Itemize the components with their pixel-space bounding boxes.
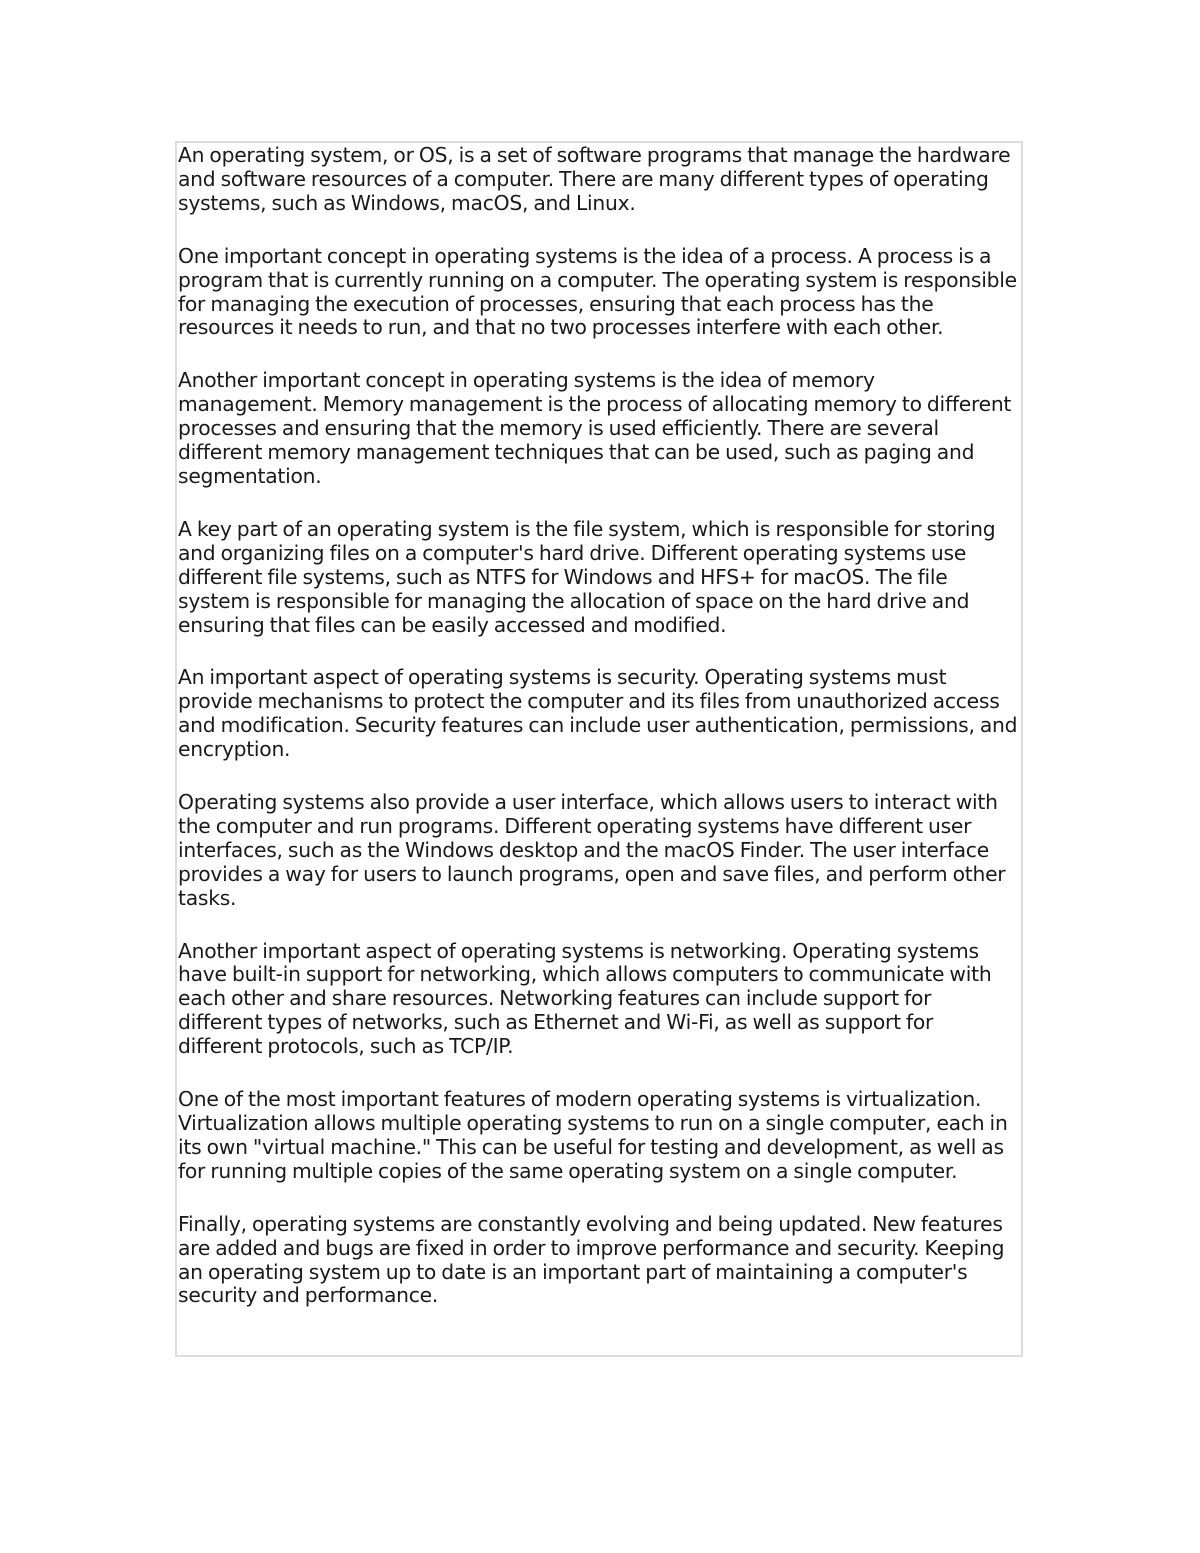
paragraph-networking: Another important aspect of operating systems is networking. Operating systems have built-in support for networking, which allows computers to communicate with each other and share resources. Networking features can include support for different types of networks, such as Ethernet and Wi-Fi, as well as support for different protocols, such as TCP/IP. [178,938,992,1059]
text-content-box [175,141,1023,1357]
paragraph-file-system: A key part of an operating system is the file system, which is responsible for storing and organizing files on a computer's hard drive. Different operating systems use different file systems, such as NTFS for Windows and HFS+ for macOS. The file system is responsible for managing the allocation of space on the hard drive and ensuring that files can be easily accessed and modified. [178,516,996,637]
paragraph-updates: Finally, operating systems are constantly evolving and being updated. New features are added and bugs are fixed in order to improve performance and security. Keeping an operating system up to date is an important part of maintaining a computer's security and performance. [178,1211,1005,1308]
paragraph-security: An important aspect of operating systems is security. Operating systems must provide mechanisms to protect the computer and its files from unauthorized access and modification. Security features can include user authentication, permissions, and encryption. [178,665,1018,762]
paragraph-os-definition: An operating system, or OS, is a set of software programs that manage the hardware and software resources of a computer. There are many different types of operating systems, such as Windows, macOS, and Linux. [178,143,1011,215]
paragraph-virtualization: One of the most important features of modern operating systems is virtualization. Virtualization allows multiple operating systems to run on a single computer, each in its own "virtual machine." This can be useful for testing and development, as well as for running multiple copies of the same operating system on a single computer. [178,1087,1008,1183]
paragraph-memory-management: Another important concept in operating systems is the idea of memory management. Memory management is the process of allocating memory to different processes and ensuring that the memory is used efficiently. There are several different memory management techniques that can be used, such as paging and segmentation. [178,368,1012,488]
paragraph-user-interface: Operating systems also provide a user interface, which allows users to interact with the computer and run programs. Different operating systems have different user interfaces, such as the Windows desktop and the macOS Finder. The user interface provides a way for users to launch programs, open and save files, and perform other tasks. [178,790,1006,910]
paragraph-process: One important concept in operating systems is the idea of a process. A process is a program that is currently running on a computer. The operating system is responsible for managing the execution of processes, ensuring that each process has the resources it needs to run, and that no two processes interfere with each other. [178,243,1017,340]
